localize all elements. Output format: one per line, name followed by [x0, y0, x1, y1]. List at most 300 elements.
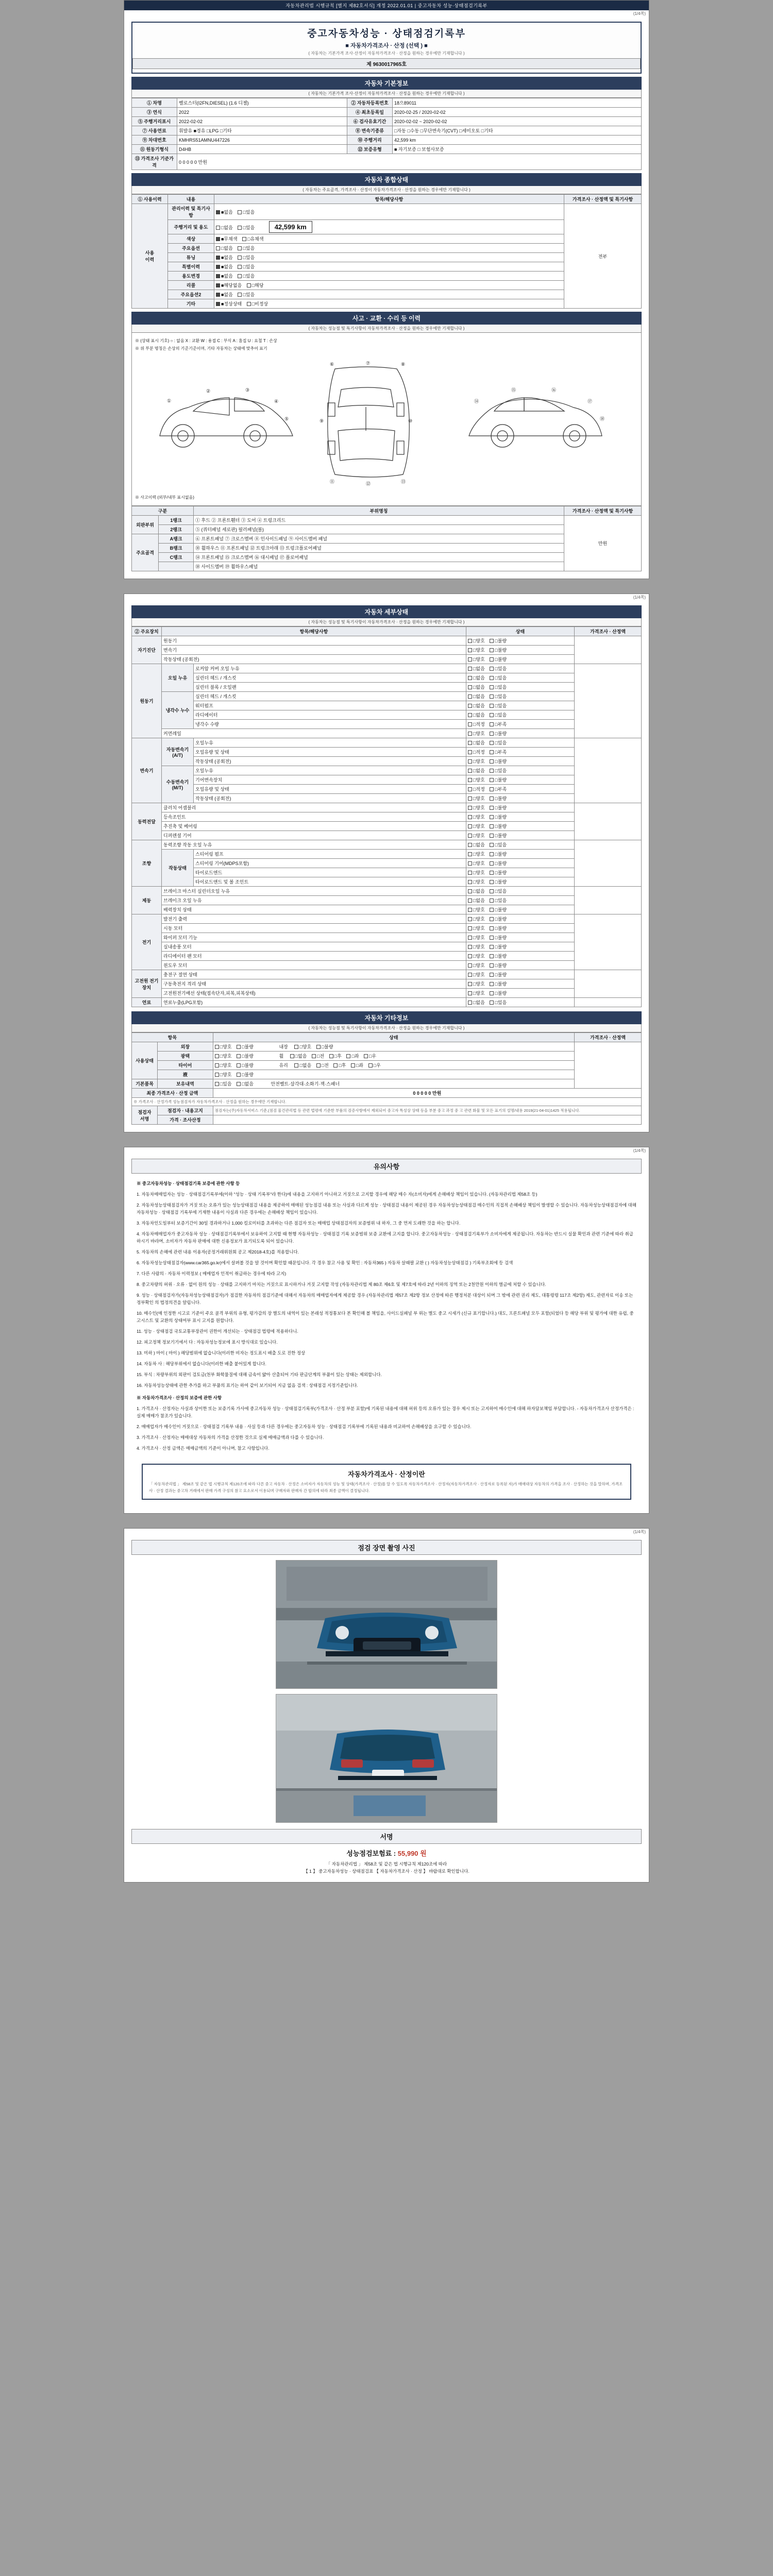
checkbox-icon[interactable]	[490, 954, 494, 958]
row-options[interactable]	[214, 290, 564, 299]
checkbox-icon[interactable]	[490, 861, 494, 866]
detail-options[interactable]	[466, 877, 575, 887]
checkbox-icon[interactable]	[247, 302, 251, 306]
checkbox-option[interactable]	[490, 693, 507, 700]
checkbox-icon[interactable]	[468, 843, 472, 847]
checkbox-option[interactable]	[468, 786, 485, 792]
checkbox-icon[interactable]	[490, 741, 494, 745]
checkbox-icon[interactable]	[216, 302, 220, 306]
checkbox-option[interactable]	[490, 860, 507, 867]
checkbox-icon[interactable]	[294, 1063, 298, 1067]
checkbox-icon[interactable]	[490, 852, 494, 856]
detail-options[interactable]	[466, 692, 575, 701]
checkbox-option[interactable]	[468, 776, 485, 783]
checkbox-icon[interactable]	[490, 750, 494, 754]
checkbox-icon[interactable]	[490, 926, 494, 930]
checkbox-option[interactable]	[215, 1053, 232, 1059]
checkbox-option[interactable]	[468, 749, 485, 755]
checkbox-option[interactable]	[490, 851, 507, 857]
checkbox-icon[interactable]	[490, 871, 494, 875]
checkbox-icon[interactable]	[215, 1054, 219, 1058]
checkbox-option[interactable]	[490, 832, 507, 839]
checkbox-option[interactable]	[468, 860, 485, 867]
checkbox-option[interactable]	[216, 224, 233, 231]
checkbox-icon[interactable]	[468, 815, 472, 819]
checkbox-option[interactable]	[468, 804, 485, 811]
checkbox-icon[interactable]	[490, 815, 494, 819]
row-options[interactable]	[214, 234, 564, 244]
checkbox-icon[interactable]	[490, 657, 494, 662]
row-options[interactable]	[214, 299, 564, 309]
checkbox-icon[interactable]	[490, 769, 494, 773]
checkbox-icon[interactable]	[490, 713, 494, 717]
checkbox-option[interactable]	[490, 869, 507, 876]
checkbox-icon[interactable]	[490, 722, 494, 726]
checkbox-option[interactable]	[368, 1062, 381, 1069]
checkbox-icon[interactable]	[468, 871, 472, 875]
checkbox-icon[interactable]	[490, 899, 494, 903]
row-options[interactable]	[213, 1042, 574, 1052]
checkbox-icon[interactable]	[237, 1054, 241, 1058]
checkbox-icon[interactable]	[468, 732, 472, 736]
detail-options[interactable]	[466, 812, 575, 822]
checkbox-option[interactable]	[468, 869, 485, 876]
checkbox-icon[interactable]	[490, 973, 494, 977]
detail-options[interactable]	[466, 905, 575, 914]
checkbox-option[interactable]	[468, 739, 485, 746]
detail-options[interactable]	[466, 673, 575, 683]
checkbox-icon[interactable]	[237, 1063, 241, 1067]
checkbox-option[interactable]	[216, 273, 233, 279]
checkbox-option[interactable]	[364, 1053, 376, 1059]
detail-options[interactable]	[466, 738, 575, 748]
checkbox-icon[interactable]	[216, 210, 220, 214]
checkbox-option[interactable]	[216, 245, 233, 251]
checkbox-option[interactable]	[237, 1071, 254, 1078]
checkbox-icon[interactable]	[468, 991, 472, 995]
checkbox-icon[interactable]	[468, 741, 472, 745]
detail-options[interactable]	[466, 683, 575, 692]
checkbox-icon[interactable]	[368, 1063, 373, 1067]
checkbox-icon[interactable]	[490, 991, 494, 995]
checkbox-option[interactable]	[333, 1062, 346, 1069]
checkbox-icon[interactable]	[238, 265, 242, 269]
checkbox-icon[interactable]	[238, 210, 242, 214]
checkbox-icon[interactable]	[468, 713, 472, 717]
checkbox-option[interactable]	[238, 245, 255, 251]
checkbox-icon[interactable]	[215, 1073, 219, 1077]
checkbox-icon[interactable]	[468, 648, 472, 652]
row-options[interactable]	[214, 244, 564, 253]
checkbox-option[interactable]	[468, 730, 485, 737]
checkbox-option[interactable]	[468, 758, 485, 765]
detail-options[interactable]	[466, 924, 575, 933]
checkbox-option[interactable]	[216, 254, 233, 261]
checkbox-option[interactable]	[216, 282, 242, 289]
checkbox-option[interactable]	[490, 674, 507, 681]
checkbox-icon[interactable]	[238, 226, 242, 230]
checkbox-option[interactable]	[468, 656, 485, 663]
checkbox-icon[interactable]	[490, 676, 494, 680]
detail-options[interactable]	[466, 914, 575, 924]
checkbox-option[interactable]	[468, 647, 485, 653]
checkbox-option[interactable]	[490, 804, 507, 811]
checkbox-icon[interactable]	[316, 1063, 321, 1067]
checkbox-option[interactable]	[216, 209, 233, 215]
page-4	[124, 1528, 649, 1883]
checkbox-icon[interactable]	[490, 963, 494, 968]
checkbox-icon[interactable]	[216, 283, 220, 287]
checkbox-icon[interactable]	[490, 667, 494, 671]
checkbox-icon[interactable]	[468, 722, 472, 726]
checkbox-option[interactable]	[468, 767, 485, 774]
checkbox-option[interactable]	[490, 980, 507, 987]
checkbox-option[interactable]	[216, 300, 242, 307]
detail-options[interactable]	[466, 794, 575, 803]
checkbox-option[interactable]	[238, 263, 255, 270]
checkbox-option[interactable]	[238, 224, 255, 231]
checkbox-icon[interactable]	[216, 246, 220, 250]
checkbox-option[interactable]	[468, 971, 485, 978]
checkbox-option[interactable]	[490, 916, 507, 922]
checkbox-icon[interactable]	[468, 676, 472, 680]
checkbox-icon[interactable]	[329, 1054, 333, 1058]
checkbox-icon[interactable]	[216, 226, 220, 230]
checkbox-icon[interactable]	[490, 685, 494, 689]
checkbox-icon[interactable]	[238, 293, 242, 297]
checkbox-icon[interactable]	[490, 908, 494, 912]
checkbox-icon[interactable]	[490, 917, 494, 921]
checkbox-option[interactable]	[237, 1053, 254, 1059]
detail-options[interactable]	[466, 664, 575, 673]
checkbox-option[interactable]	[490, 943, 507, 950]
checkbox-option[interactable]	[468, 711, 485, 718]
checkbox-option[interactable]	[468, 721, 485, 727]
checkbox-icon[interactable]	[468, 685, 472, 689]
checkbox-option[interactable]	[237, 1080, 254, 1087]
checkbox-option[interactable]	[238, 291, 255, 298]
detail-options[interactable]	[466, 655, 575, 664]
checkbox-icon[interactable]	[468, 926, 472, 930]
checkbox-option[interactable]	[490, 795, 507, 802]
checkbox-option[interactable]	[468, 795, 485, 802]
detail-options[interactable]	[466, 868, 575, 877]
checkbox-option[interactable]	[490, 962, 507, 969]
checkbox-icon[interactable]	[216, 256, 220, 260]
detail-options[interactable]	[466, 887, 575, 896]
checkbox-icon[interactable]	[490, 806, 494, 810]
checkbox-option[interactable]	[468, 684, 485, 690]
checkbox-option[interactable]	[215, 1071, 232, 1078]
checkbox-option[interactable]	[216, 291, 233, 298]
checkbox-option[interactable]	[490, 990, 507, 996]
checkbox-option[interactable]	[468, 665, 485, 672]
checkbox-icon[interactable]	[290, 1054, 294, 1058]
checkbox-icon[interactable]	[468, 750, 472, 754]
detail-options[interactable]	[466, 933, 575, 942]
checkbox-icon[interactable]	[490, 778, 494, 782]
row-options[interactable]	[214, 281, 564, 290]
checkbox-icon[interactable]	[490, 787, 494, 791]
checkbox-icon[interactable]	[242, 237, 246, 241]
checkbox-option[interactable]	[247, 300, 268, 307]
detail-options[interactable]	[466, 859, 575, 868]
checkbox-icon[interactable]	[468, 963, 472, 968]
checkbox-option[interactable]	[215, 1043, 232, 1050]
checkbox-icon[interactable]	[490, 796, 494, 801]
checkbox-icon[interactable]	[468, 834, 472, 838]
checkbox-option[interactable]	[490, 758, 507, 765]
detail-options[interactable]	[466, 822, 575, 831]
checkbox-icon[interactable]	[468, 769, 472, 773]
checkbox-icon[interactable]	[294, 1045, 298, 1049]
detail-options[interactable]	[466, 998, 575, 1007]
detail-options[interactable]	[466, 850, 575, 859]
checkbox-option[interactable]	[490, 665, 507, 672]
checkbox-option[interactable]	[216, 235, 238, 242]
checkbox-icon[interactable]	[490, 834, 494, 838]
checkbox-option[interactable]	[490, 637, 507, 644]
checkbox-option[interactable]	[468, 693, 485, 700]
checkbox-option[interactable]	[490, 702, 507, 709]
checkbox-icon[interactable]	[490, 732, 494, 736]
checkbox-option[interactable]	[468, 674, 485, 681]
checkbox-option[interactable]	[238, 209, 255, 215]
row-options[interactable]	[214, 262, 564, 272]
checkbox-icon[interactable]	[468, 880, 472, 884]
checkbox-option[interactable]	[294, 1062, 311, 1069]
checkbox-option[interactable]	[351, 1062, 363, 1069]
checkbox-option[interactable]	[468, 851, 485, 857]
checkbox-icon[interactable]	[468, 704, 472, 708]
checkbox-option[interactable]	[490, 841, 507, 848]
checkbox-icon[interactable]	[490, 945, 494, 949]
checkbox-icon[interactable]	[490, 1001, 494, 1005]
checkbox-icon[interactable]	[238, 246, 242, 250]
checkbox-icon[interactable]	[490, 982, 494, 986]
checkbox-icon[interactable]	[468, 778, 472, 782]
checkbox-icon[interactable]	[216, 237, 220, 241]
checkbox-option[interactable]	[215, 1062, 232, 1069]
checkbox-icon[interactable]	[237, 1045, 241, 1049]
detail-options[interactable]	[466, 646, 575, 655]
checkbox-icon[interactable]	[490, 694, 494, 699]
checkbox-icon[interactable]	[468, 973, 472, 977]
row-options[interactable]	[214, 220, 564, 234]
row-options[interactable]	[214, 253, 564, 262]
checkbox-icon[interactable]	[468, 861, 472, 866]
detail-options[interactable]	[466, 970, 575, 979]
checkbox-option[interactable]	[238, 254, 255, 261]
detail-options[interactable]	[466, 710, 575, 720]
checkbox-option[interactable]	[468, 814, 485, 820]
checkbox-option[interactable]	[468, 980, 485, 987]
detail-options[interactable]	[466, 701, 575, 710]
checkbox-option[interactable]	[490, 878, 507, 885]
checkbox-option[interactable]	[294, 1043, 311, 1050]
checkbox-icon[interactable]	[468, 787, 472, 791]
checkbox-icon[interactable]	[468, 824, 472, 828]
checkbox-option[interactable]	[216, 263, 233, 270]
checkbox-icon[interactable]	[351, 1063, 355, 1067]
checkbox-option[interactable]	[468, 832, 485, 839]
checkbox-icon[interactable]	[468, 759, 472, 764]
checkbox-option[interactable]	[316, 1043, 333, 1050]
checkbox-icon[interactable]	[468, 796, 472, 801]
checkbox-option[interactable]	[468, 934, 485, 941]
checkbox-option[interactable]	[490, 888, 507, 894]
checkbox-option[interactable]	[346, 1053, 359, 1059]
checkbox-option[interactable]	[468, 962, 485, 969]
checkbox-icon[interactable]	[490, 824, 494, 828]
checkbox-option[interactable]	[490, 953, 507, 959]
checkbox-icon[interactable]	[490, 936, 494, 940]
checkbox-icon[interactable]	[468, 667, 472, 671]
checkbox-icon[interactable]	[490, 843, 494, 847]
checkbox-option[interactable]	[490, 739, 507, 746]
checkbox-option[interactable]	[247, 282, 264, 289]
checkbox-icon[interactable]	[468, 917, 472, 921]
checkbox-option[interactable]	[242, 235, 264, 242]
checkbox-option[interactable]	[468, 990, 485, 996]
checkbox-option[interactable]	[468, 637, 485, 644]
checkbox-icon[interactable]	[490, 648, 494, 652]
checkbox-option[interactable]	[490, 999, 507, 1006]
checkbox-icon[interactable]	[468, 982, 472, 986]
checkbox-icon[interactable]	[364, 1054, 368, 1058]
checkbox-icon[interactable]	[316, 1045, 321, 1049]
checkbox-icon[interactable]	[468, 657, 472, 662]
checkbox-icon[interactable]	[490, 889, 494, 893]
checkbox-option[interactable]	[468, 841, 485, 848]
checkbox-option[interactable]	[468, 999, 485, 1006]
checkbox-option[interactable]	[468, 897, 485, 904]
detail-options[interactable]	[466, 896, 575, 905]
detail-options[interactable]	[466, 961, 575, 970]
checkbox-icon[interactable]	[216, 274, 220, 278]
detail-options[interactable]	[466, 979, 575, 989]
detail-options[interactable]	[466, 831, 575, 840]
detail-options[interactable]	[466, 757, 575, 766]
checkbox-option[interactable]	[468, 953, 485, 959]
checkbox-icon[interactable]	[238, 274, 242, 278]
checkbox-icon[interactable]	[237, 1082, 241, 1086]
checkbox-icon[interactable]	[346, 1054, 350, 1058]
checkbox-option[interactable]	[468, 823, 485, 829]
row-options[interactable]	[213, 1061, 574, 1070]
checkbox-option[interactable]	[468, 906, 485, 913]
detail-options[interactable]	[466, 785, 575, 794]
row-options[interactable]	[214, 204, 564, 220]
detail-options[interactable]	[466, 748, 575, 757]
checkbox-option[interactable]	[490, 897, 507, 904]
detail-options[interactable]	[466, 720, 575, 729]
checkbox-option[interactable]	[490, 730, 507, 737]
checkbox-option[interactable]	[490, 776, 507, 783]
checkbox-option[interactable]	[490, 647, 507, 653]
detail-options[interactable]	[466, 942, 575, 952]
checkbox-icon[interactable]	[215, 1045, 219, 1049]
checkbox-option[interactable]	[316, 1062, 329, 1069]
checkbox-icon[interactable]	[490, 639, 494, 643]
checkbox-option[interactable]	[215, 1080, 232, 1087]
checkbox-option[interactable]	[490, 934, 507, 941]
checkbox-option[interactable]	[237, 1062, 254, 1069]
checkbox-option[interactable]	[468, 925, 485, 931]
checkbox-icon[interactable]	[216, 265, 220, 269]
checkbox-option[interactable]	[468, 916, 485, 922]
checkbox-option[interactable]	[490, 823, 507, 829]
detail-options[interactable]	[466, 952, 575, 961]
checkbox-icon[interactable]	[468, 1001, 472, 1005]
checkbox-option[interactable]	[490, 814, 507, 820]
checkbox-option[interactable]	[468, 702, 485, 709]
checkbox-option[interactable]	[468, 888, 485, 894]
row-options[interactable]	[213, 1070, 574, 1079]
checkbox-icon[interactable]	[333, 1063, 338, 1067]
detail-options[interactable]	[466, 803, 575, 812]
checkbox-option[interactable]	[312, 1053, 324, 1059]
checkbox-icon[interactable]	[215, 1082, 219, 1086]
detail-options[interactable]	[466, 775, 575, 785]
row-options[interactable]	[213, 1079, 574, 1089]
checkbox-option[interactable]	[490, 971, 507, 978]
checkbox-icon[interactable]	[468, 954, 472, 958]
checkbox-option[interactable]	[490, 711, 507, 718]
detail-options[interactable]	[466, 989, 575, 998]
detail-options[interactable]	[466, 766, 575, 775]
checkbox-option[interactable]	[490, 906, 507, 913]
checkbox-icon[interactable]	[490, 759, 494, 764]
checkbox-icon[interactable]	[468, 806, 472, 810]
detail-options[interactable]	[466, 729, 575, 738]
checkbox-icon[interactable]	[237, 1073, 241, 1077]
checkbox-option[interactable]	[490, 767, 507, 774]
checkbox-icon[interactable]	[490, 880, 494, 884]
checkbox-option[interactable]	[237, 1043, 254, 1050]
checkbox-icon[interactable]	[468, 694, 472, 699]
checkbox-option[interactable]	[329, 1053, 342, 1059]
checkbox-option[interactable]	[290, 1053, 307, 1059]
checkbox-option[interactable]	[490, 925, 507, 931]
checkbox-option[interactable]	[490, 721, 507, 727]
detail-options[interactable]	[466, 636, 575, 646]
checkbox-icon[interactable]	[468, 945, 472, 949]
checkbox-icon[interactable]	[468, 908, 472, 912]
checkbox-icon[interactable]	[490, 704, 494, 708]
checkbox-icon[interactable]	[238, 256, 242, 260]
checkbox-icon[interactable]	[216, 293, 220, 297]
checkbox-option[interactable]	[490, 749, 507, 755]
row-options[interactable]	[214, 272, 564, 281]
checkbox-option[interactable]	[468, 943, 485, 950]
row-options[interactable]	[213, 1052, 574, 1061]
checkbox-icon[interactable]	[468, 936, 472, 940]
checkbox-option[interactable]	[490, 656, 507, 663]
checkbox-option[interactable]	[490, 684, 507, 690]
checkbox-icon[interactable]	[468, 889, 472, 893]
checkbox-option[interactable]	[468, 878, 485, 885]
detail-options[interactable]	[466, 840, 575, 850]
checkbox-option[interactable]	[238, 273, 255, 279]
checkbox-icon[interactable]	[468, 899, 472, 903]
checkbox-icon[interactable]	[468, 852, 472, 856]
checkbox-icon[interactable]	[247, 283, 251, 287]
checkbox-icon[interactable]	[215, 1063, 219, 1067]
checkbox-icon[interactable]	[312, 1054, 316, 1058]
checkbox-option[interactable]	[490, 786, 507, 792]
checkbox-icon[interactable]	[468, 639, 472, 643]
